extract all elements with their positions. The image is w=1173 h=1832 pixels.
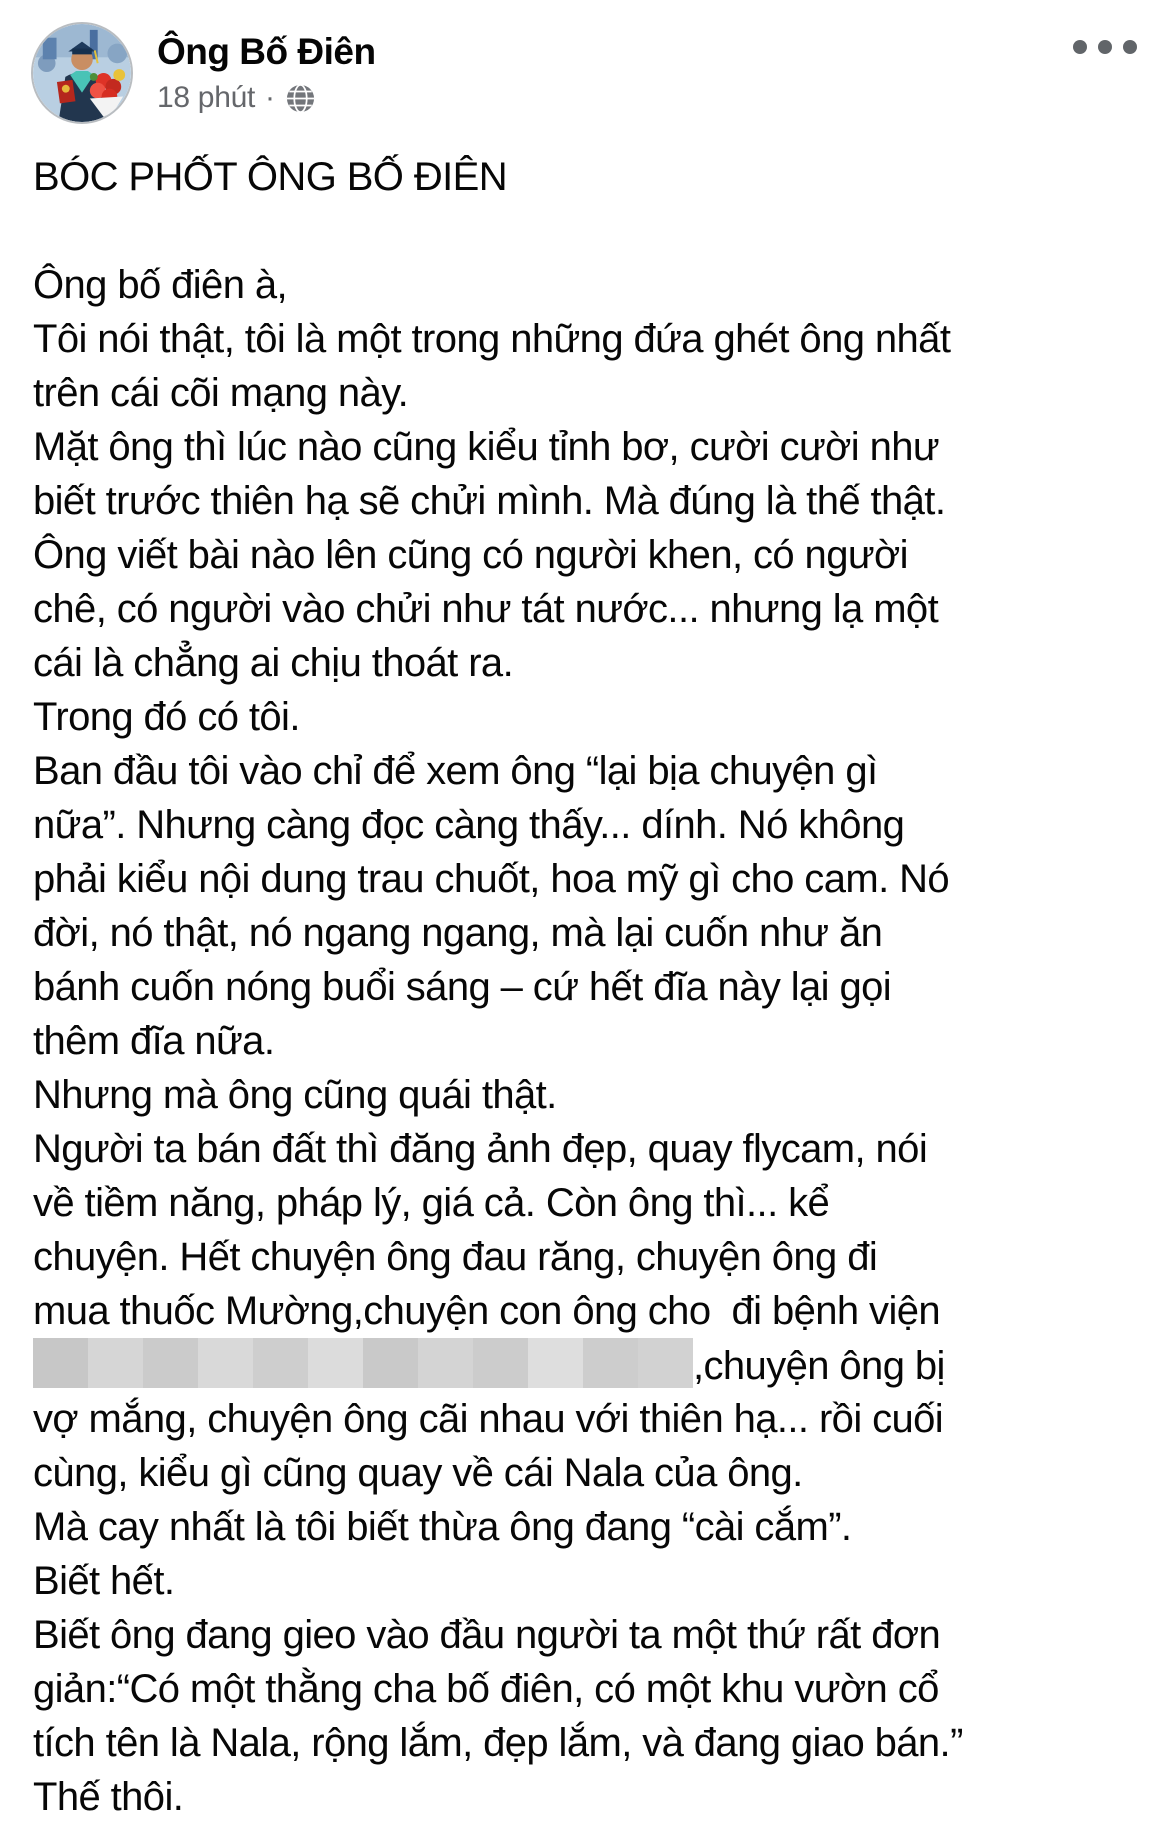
- post-text-line: thêm đĩa nữa.: [33, 1019, 275, 1063]
- post-text-line: đời, nó thật, nó ngang ngang, mà lại cuốn như ăn: [33, 911, 883, 955]
- post-text-line: tích tên là Nala, rộng lắm, đẹp lắm, và đang giao bán.”: [33, 1721, 963, 1765]
- post-text-line: trên cái cõi mạng này.: [33, 371, 409, 415]
- post-text-line: chê, có người vào chửi như tát nước... nhưng lạ một: [33, 587, 939, 631]
- profile-photo: [33, 24, 131, 122]
- header-meta: [157, 22, 376, 115]
- timestamp[interactable]: 18 phút: [157, 81, 255, 114]
- post-text-line: vợ mắng, chuyện ông cãi nhau với thiên hạ... rồi cuối: [33, 1397, 944, 1441]
- post-text-line: bánh cuốn nóng buổi sáng – cứ hết đĩa này lại gọi: [33, 965, 892, 1009]
- post-text-line: Ông viết bài nào lên cũng có người khen, có người: [33, 533, 908, 577]
- post-text-line: về tiềm năng, pháp lý, giá cả. Còn ông thì... kể: [33, 1181, 830, 1225]
- post-text-line: Ông bố điên à,: [33, 263, 288, 307]
- post-text-line: phải kiểu nội dung trau chuốt, hoa mỹ gì cho cam. Nó: [33, 857, 950, 901]
- post-text-line: Người ta bán đất thì đăng ảnh đẹp, quay flycam, nói: [33, 1127, 928, 1171]
- post-header: [0, 0, 1173, 124]
- post-text-line: chuyện. Hết chuyện ông đau răng, chuyện ông đi: [33, 1235, 878, 1279]
- post-text-line: Biết hết.: [33, 1559, 175, 1603]
- post-text-line: Mặt ông thì lúc nào cũng kiểu tỉnh bơ, cười cười như: [33, 425, 940, 469]
- post-text-line: Thế thôi.: [33, 1775, 184, 1819]
- post-text-line: ,chuyện ông bị: [33, 1338, 1153, 1392]
- post-text-line: mua thuốc Mường,chuyện con ông cho đi bệnh viện: [33, 1289, 941, 1333]
- author-name[interactable]: Ông Bố Điên: [157, 31, 376, 72]
- post-text-line: Nhưng mà ông cũng quái thật.: [33, 1073, 557, 1117]
- post-text-line: nữa”. Nhưng càng đọc càng thấy... dính. Nó không: [33, 803, 905, 847]
- post-text-line: giản:“Có một thằng cha bố điên, có một khu vườn cổ: [33, 1667, 939, 1711]
- post-text-line: Trong đó có tôi.: [33, 695, 300, 739]
- avatar[interactable]: [31, 22, 133, 124]
- post-text-line: [33, 204, 1153, 258]
- meta-separator: ·: [265, 81, 275, 114]
- post-text-line: cùng, kiểu gì cũng quay về cái Nala của ông.: [33, 1451, 803, 1495]
- post-body: [0, 124, 1173, 1824]
- more-options-icon[interactable]: [1065, 32, 1145, 62]
- post-text-line: Tôi nói thật, tôi là một trong những đứa ghét ông nhất: [33, 317, 951, 361]
- post-text-line: Biết ông đang gieo vào đầu người ta một thứ rất đơn: [33, 1613, 941, 1657]
- redacted-blur-block: [33, 1338, 693, 1388]
- post-meta-row[interactable]: [157, 81, 376, 115]
- post-text-line: biết trước thiên hạ sẽ chửi mình. Mà đúng là thế thật.: [33, 479, 946, 523]
- post-text-line: Mà cay nhất là tôi biết thừa ông đang “cài cắm”.: [33, 1505, 852, 1549]
- globe-icon: [285, 83, 316, 114]
- post-text-line: BÓC PHỐT ÔNG BỐ ĐIÊN: [33, 155, 507, 199]
- post-text-line: Ban đầu tôi vào chỉ để xem ông “lại bịa chuyện gì: [33, 749, 878, 793]
- post-text-line: cái là chẳng ai chịu thoát ra.: [33, 641, 514, 685]
